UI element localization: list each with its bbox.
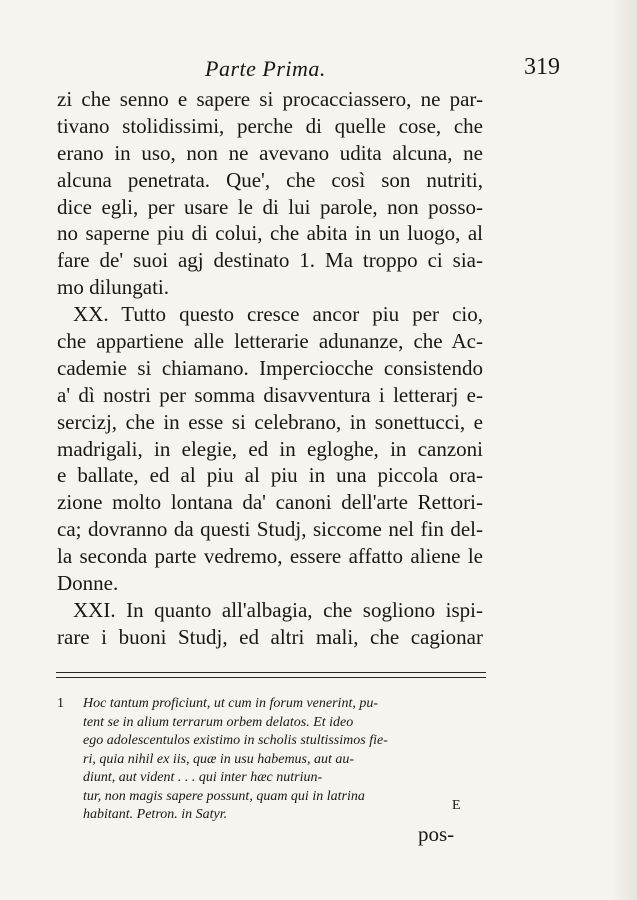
- signature-mark: E: [452, 798, 461, 813]
- text-line: Donne.: [57, 571, 119, 596]
- footnote-text: Hoc tantum proficiunt, ut cum in forum venerint, pu-: [83, 696, 378, 711]
- text-line: a' dì nostri per somma disavventura i letterarj e-: [57, 382, 483, 407]
- footnote-line: tent se in alium terrarum orbem delatos. Et ideo: [83, 714, 354, 730]
- text-line: fare de' suoi agj destinato 1. Ma troppo ci sia-: [57, 248, 483, 273]
- page-edge-shadow: [611, 0, 637, 900]
- text-line: zione molto lontana da' canoni dell'arte Rettori-: [57, 490, 483, 515]
- page-header: [55, 50, 570, 84]
- text-line: dice egli, per usare le di lui parole, non posso-: [57, 194, 483, 219]
- text-line: mo dilungati.: [57, 275, 169, 300]
- page-number: 319: [524, 54, 560, 80]
- catchword: pos-: [418, 822, 455, 846]
- footnote-line: [57, 695, 487, 714]
- text-line: ca; dovranno da questi Studj, siccome nel fin del-: [57, 517, 483, 542]
- text-line: alcuna penetrata. Que', che così son nutriti,: [57, 167, 483, 192]
- footnote-line: diunt, aut vident . . . qui inter hæc nutriun-: [83, 770, 323, 785]
- body-text: [57, 86, 483, 651]
- footnote-rule: [56, 672, 486, 673]
- text-line: XX. Tutto questo cresce ancor piu per cio,: [73, 302, 483, 327]
- footnote-marker: 1: [57, 696, 64, 711]
- text-line: e ballate, ed al piu al piu in una piccola ora-: [57, 463, 483, 488]
- text-line: che appartiene alle letterarie adunanze, che Ac-: [57, 329, 483, 354]
- text-line: erano in uso, non ne avevano udita alcuna, ne: [57, 140, 483, 165]
- running-head: Parte Prima.: [205, 56, 326, 81]
- text-line: cademie si chiamano. Imperciocche consistendo: [57, 355, 483, 380]
- footnote-line: habitant. Petron. in Satyr.: [83, 807, 228, 822]
- text-line: sercizj, che in esse si celebrano, in sonettucci, e: [57, 409, 483, 434]
- text-line: madrigali, in elegie, ed in egloghe, in canzoni: [57, 436, 483, 461]
- text-line: tivano stolidissimi, perche di quelle cose, che: [57, 113, 483, 138]
- text-line: no saperne piu di colui, che abita in un luogo, al: [57, 221, 483, 246]
- footnote-line: ego adolescentulos existimo in scholis stultissimos fie-: [83, 733, 388, 748]
- text-line: XXI. In quanto all'albagia, che sogliono ispi-: [73, 597, 483, 622]
- text-line: zi che senno e sapere si procacciassero, ne par-: [57, 87, 483, 111]
- footnote: [57, 695, 487, 825]
- footnote-rule-thin: [56, 677, 486, 678]
- text-line: la seconda parte vedremo, essere affatto aliene le: [57, 544, 483, 569]
- text-line: rare i buoni Studj, ed altri mali, che cagionar: [57, 624, 483, 649]
- footnote-line: ri, quia nihil ex iis, quæ in usu habemus, aut au-: [83, 751, 355, 767]
- footnote-line: tur, non magis sapere possunt, quam qui in latrina: [83, 788, 365, 804]
